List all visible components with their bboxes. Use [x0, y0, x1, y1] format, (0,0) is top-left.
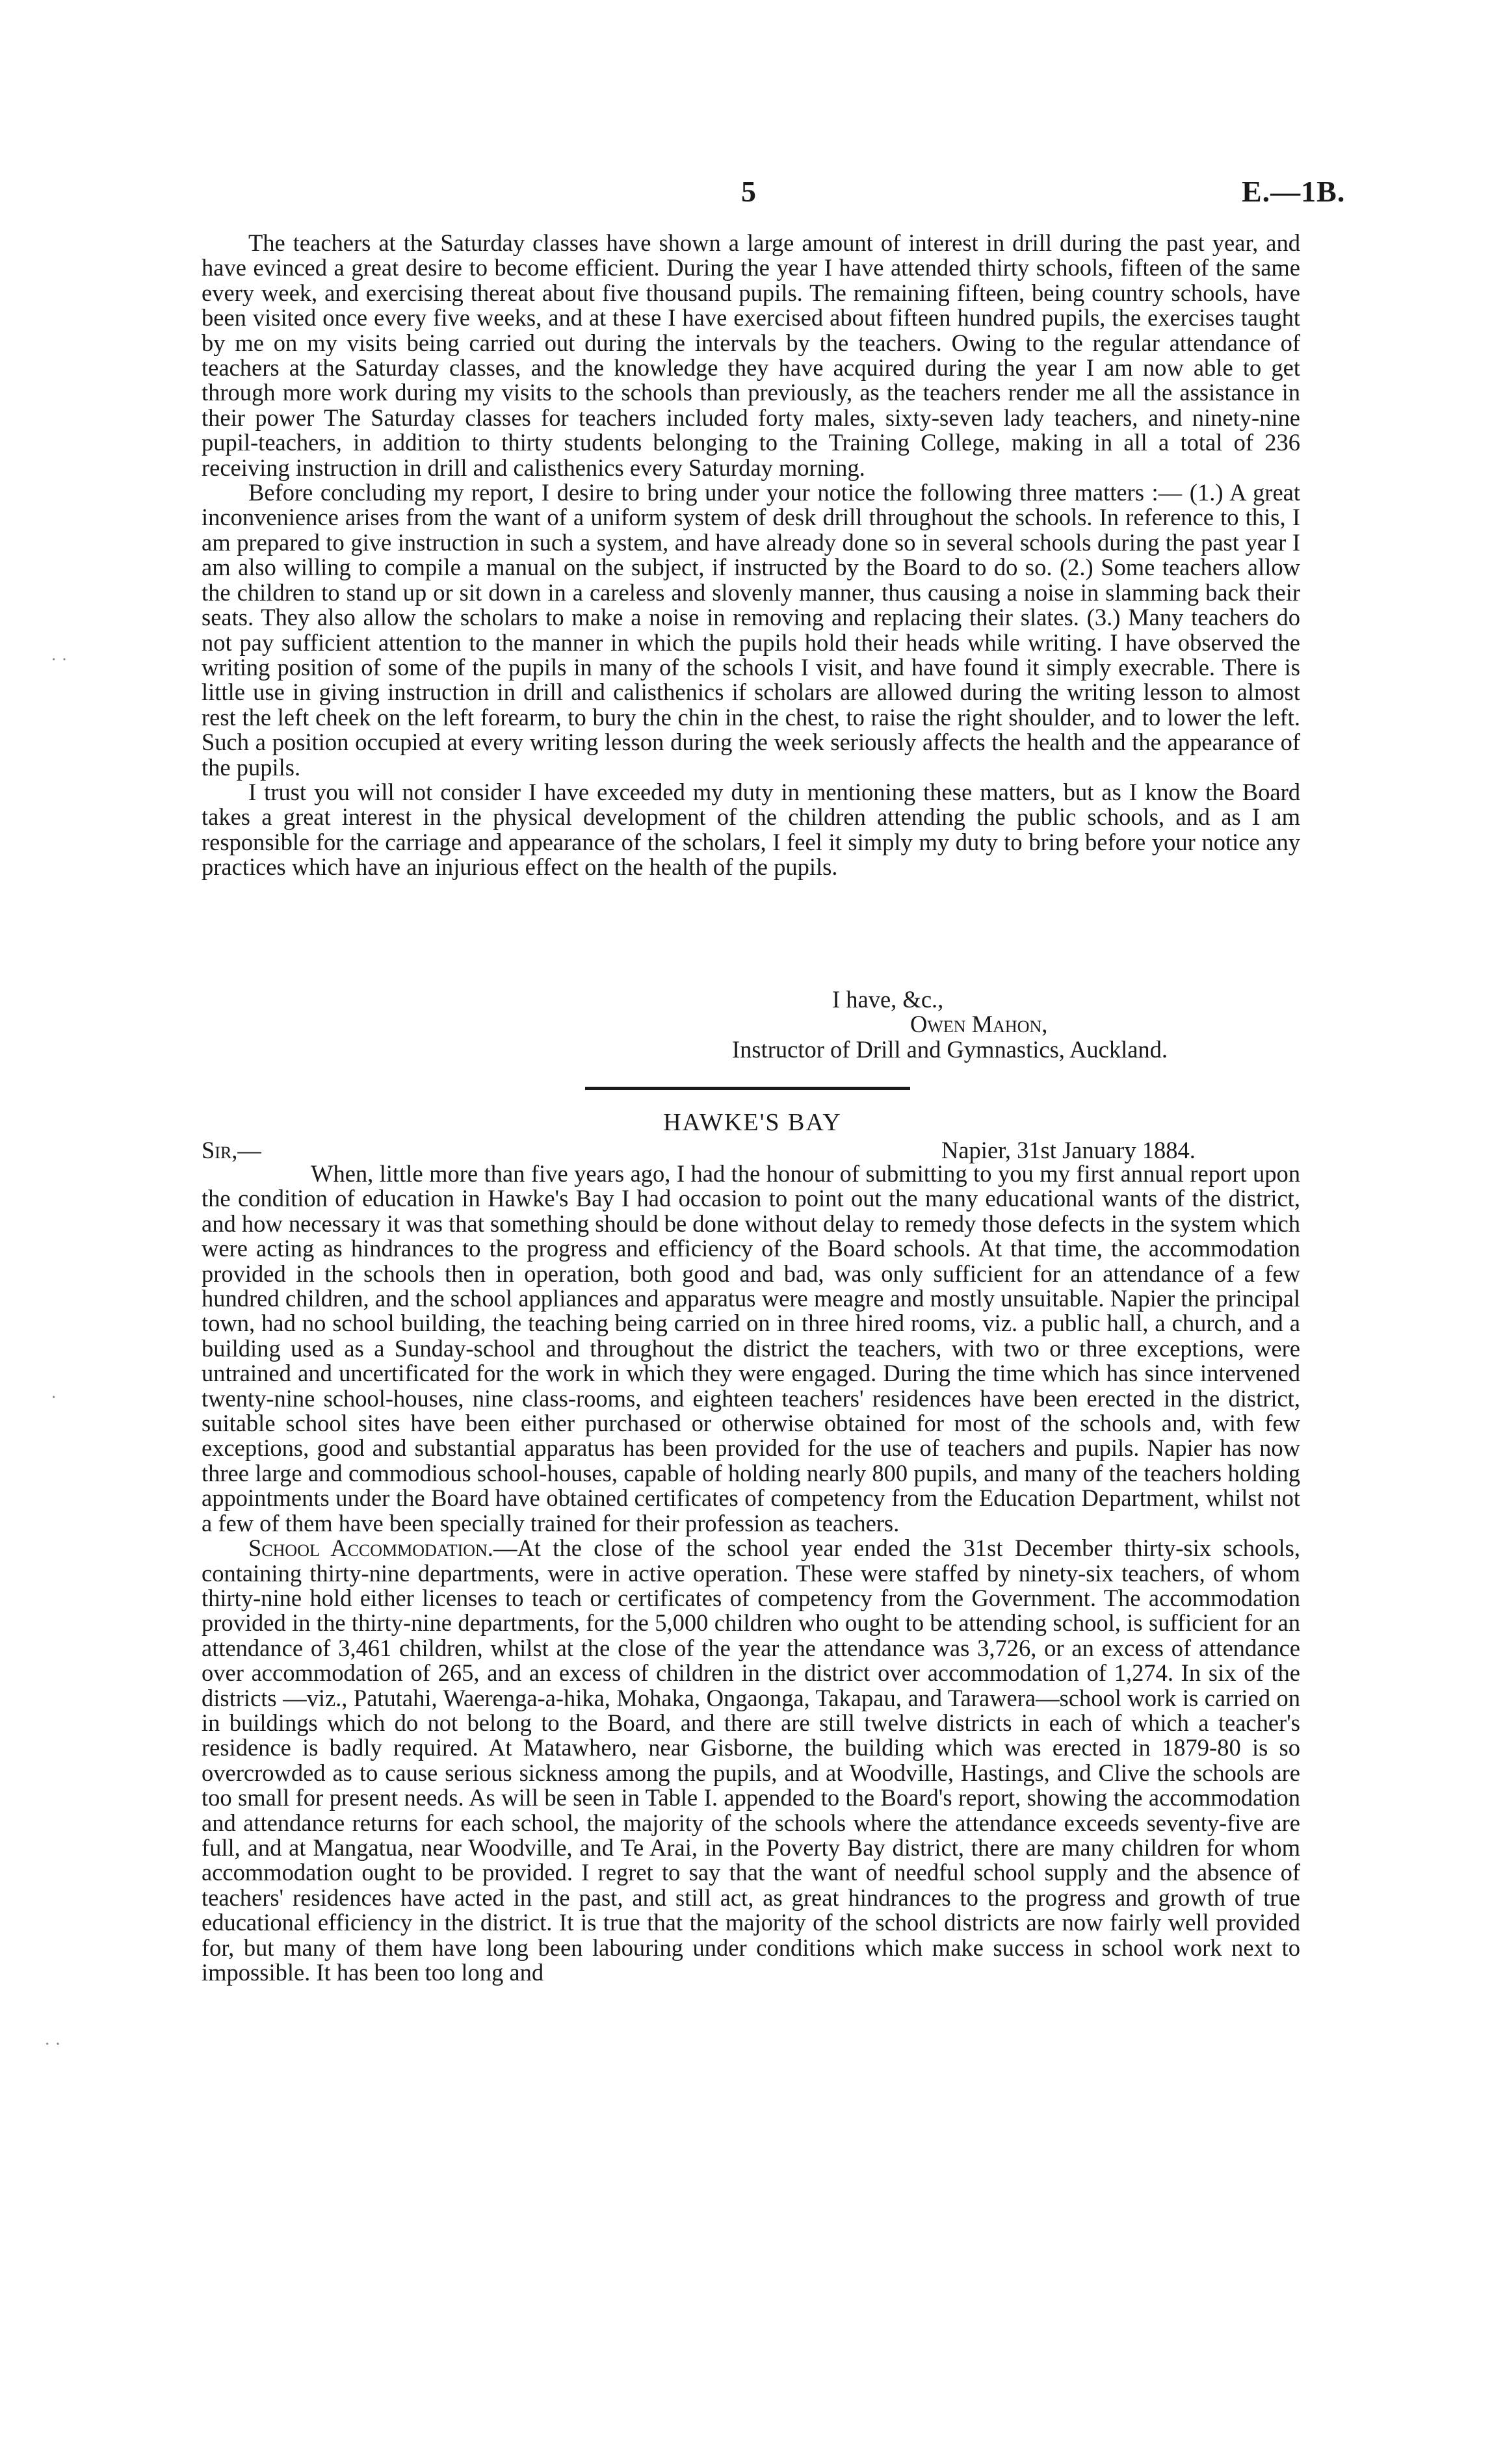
- closing: I have, &c.,: [832, 986, 944, 1013]
- margin-mark: · ·: [51, 650, 68, 670]
- report-paragraph: Before concluding my report, I desire to bring under your notice the following three matters :— (1.) A great inconvenience arises from the want of a uniform system of desk drill throughout the schools. In reference to this, I am prepared to give instruction in such a system, and have already done so in several schools during the past year I am also willing to compile a manual on the subject, if instructed by the Board to do so. (2.) Some teachers allow the children to stand up or sit down in a careless and slovenly manner, thus causing a noise in slamming back their seats. They also allow the scholars to make a noise in removing and replacing their slates. (3.) Many teachers do not pay sufficient attention to the manner in which the pupils hold their heads while writing. I have observed the writing position of some of the pupils in many of the schools I visit, and have found it simply execrable. There is little use in giving instruction in drill and calisthenics if scholars are allowed during the writing lesson to almost rest the left cheek on the left forearm, to bury the chin in the chest, to raise the right shoulder, and to lower the left. Such a position occupied at every writing lesson during the week seriously affects the health and the appearance of the pupils.: [202, 479, 1300, 781]
- dateline: Napier, 31st January 1884.: [941, 1137, 1196, 1163]
- margin-mark: · ·: [44, 2034, 61, 2055]
- section-title: HAWKE'S BAY: [663, 1109, 842, 1136]
- mahon-report: [202, 231, 1300, 880]
- report-paragraph: The teachers at the Saturday classes have shown a large amount of interest in drill during the past year, and have evinced a great desire to become efficient. During the year I have attended thirty schools, fifteen of the same every week, and exercising thereat about five thousand pupils. The remaining fifteen, being country schools, have been visited once every five weeks, and at these I have exercised about fifteen hundred pupils, the exercises taught by me on my visits being carried out during the intervals by the teachers. Owing to the regular attendance of teachers at the Saturday classes, and the knowledge they have acquired during the year I am now able to get through more work during my visits to the schools than previously, as the teachers render me all the assistance in their power The Saturday classes for teachers included forty males, sixty-seven lady teachers, and ninety-nine pupil-teachers, in addition to thirty students belonging to the Training College, making in all a total of 236 receiving instruction in drill and calisthenics every Saturday morning.: [202, 229, 1300, 481]
- hawkes-bay-report: [202, 1161, 1300, 1985]
- section-heading: School Accommodation.: [248, 1535, 493, 1562]
- signature-name: Owen Mahon,: [910, 1011, 1048, 1037]
- report-paragraph: I trust you will not consider I have exceeded my duty in mentioning these matters, but as I know the Board takes a great interest in the physical development of the children attending the public schools, and as I am responsible for the carriage and appearance of the scholars, I feel it simply my duty to bring before your notice any practices which have an injurious effect on the health of the pupils.: [202, 778, 1300, 881]
- paragraph-text: —At the close of the school year ended the 31st December thirty-six schools, containing thirty-nine departments, were in active operation. These were staffed by ninety-six teachers, of whom thirty-nine hold either licenses to teach or certificates of competency from the Government. The accommodation provided in the thirty-nine departments, for the 5,000 children who ought to be attending school, is sufficient for an attendance of 3,461 children, whilst at the close of the year the attendance was 3,726, or an excess of attendance over accommodation of 265, and an excess of children in the district over accommodation of 1,274. In six of the districts —viz., Patutahi, Waerenga-a-hika, Mohaka, Ongaonga, Takapau, and Tarawera—school work is carried on in buildings which do not belong to the Board, and there are still twelve districts in each of which a teacher's residence is badly required. At Matawhero, near Gisborne, the building which was erected in 1879-80 is so overcrowded as to cause serious sickness among the pupils, and at Woodville, Hastings, and Clive the schools are too small for present needs. As will be seen in Table I. appended to the Board's report, showing the accommodation and attendance returns for each school, the majority of the schools where the attendance exceeds seventy-five are full, and at Mangatua, near Woodville, and Te Arai, in the Poverty Bay district, there are many children for whom accommodation ought to be provided. I regret to say that the want of needful school supply and the absence of teachers' residences have acted in the past, and still act, as great hindrances to the progress and growth of true educational efficiency in the district. It is true that the majority of the school districts are now fairly well provided for, but many of them have long been labouring under conditions which make success in school work next to impossible. It has been too long and: [202, 1535, 1301, 1986]
- signature-title: Instructor of Drill and Gymnastics, Auckland.: [732, 1036, 1168, 1063]
- margin-mark: ·: [51, 1388, 57, 1408]
- section-divider: [585, 1087, 910, 1090]
- report-paragraph: [202, 1536, 1300, 1985]
- report-paragraph: When, little more than five years ago, I had the honour of submitting to you my first annual report upon the condition of education in Hawke's Bay I had occasion to point out the many educational wants of the district, and how necessary it was that something should be done without delay to remedy those defects in the system which were acting as hindrances to the progress and efficiency of the Board schools. At that time, the accommodation provided in the schools then in operation, both good and bad, was only sufficient for an attendance of a few hundred children, and the school appliances and apparatus were meagre and mostly unsuitable. Napier the principal town, had no school building, the teaching being carried on in three hired rooms, viz. a public hall, a church, and a building used as a Sunday-school and throughout the district the teachers, with two or three exceptions, were untrained and uncertificated for the work in which they were engaged. During the time which has since intervened twenty-nine school-houses, nine class-rooms, and eighteen teachers' residences have been erected in the district, suitable school sites have been either purchased or otherwise obtained for most of the schools and, with few exceptions, good and substantial apparatus has been provided for the use of teachers and pupils. Napier has now three large and commodious school-houses, capable of holding nearly 800 pupils, and many of the teachers holding appointments under the Board have obtained certificates of competency from the Education Department, whilst not a few of them have been specially trained for their profession as teachers.: [202, 1160, 1300, 1537]
- salutation: Sir,—: [202, 1137, 261, 1163]
- document-reference: E.—1B.: [1242, 175, 1346, 208]
- page-number: 5: [741, 175, 756, 208]
